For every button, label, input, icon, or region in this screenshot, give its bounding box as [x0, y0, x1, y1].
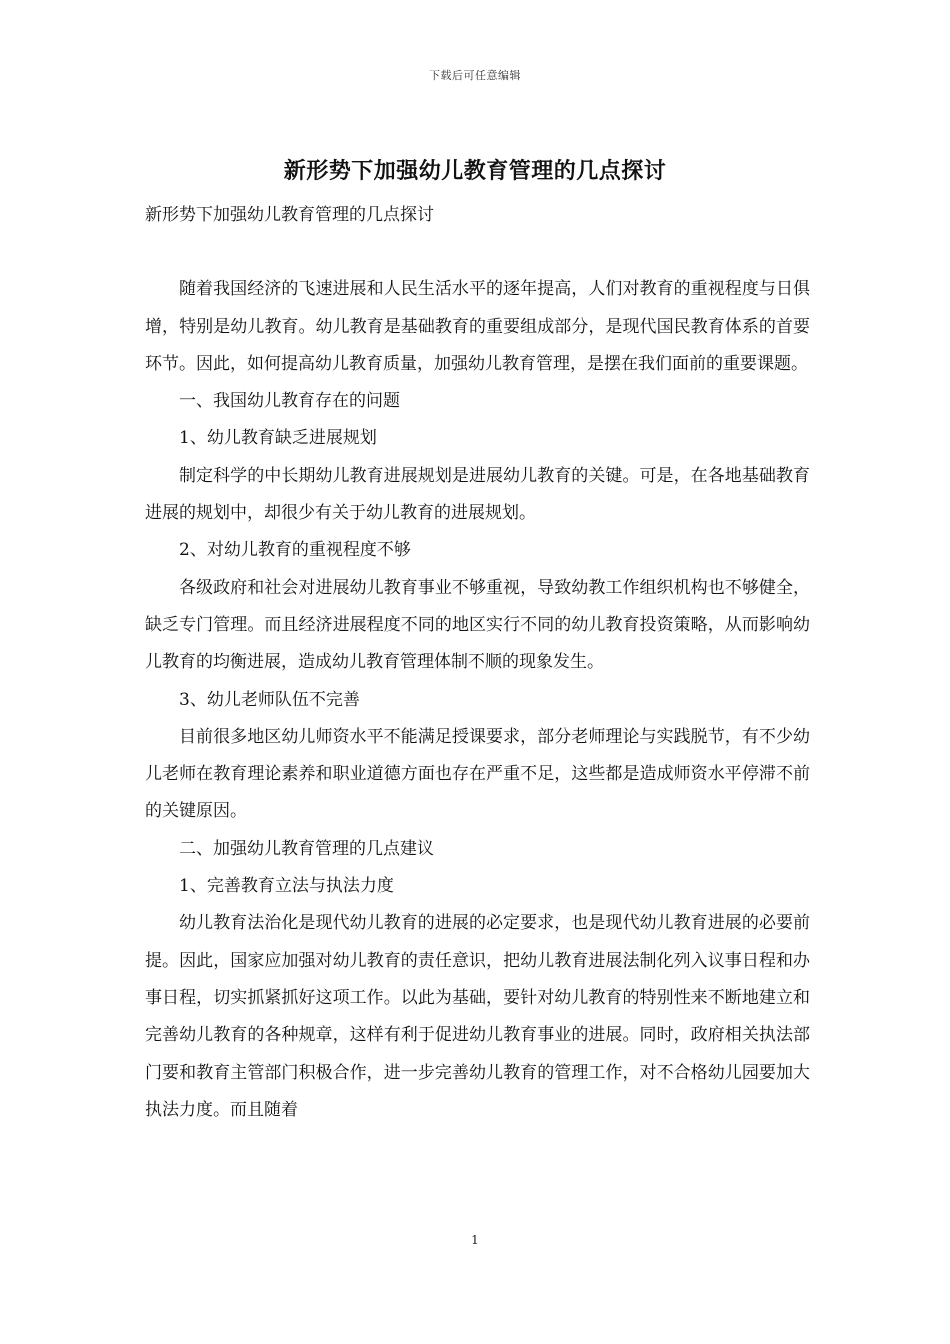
paragraph-planning: 制定科学的中长期幼儿教育进展规划是进展幼儿教育的关键。可是，在各地基础教育进展的规划中，却很少有关于幼儿教育的进展规划。 — [145, 465, 810, 524]
page-number: 1 — [471, 1233, 479, 1247]
document-body — [145, 197, 810, 1129]
subheading-legislation: 1、完善教育立法与执法力度 — [179, 876, 394, 897]
subheading-teacher-team: 3、幼儿老师队伍不完善 — [179, 689, 360, 710]
subheading-insufficient-attention: 2、对幼儿教育的重视程度不够 — [179, 540, 411, 561]
page-header-note: 下载后可任意编辑 — [429, 69, 521, 82]
paragraph-legislation: 幼儿教育法治化是现代幼儿教育的进展的必定要求，也是现代幼儿教育进展的必要前提。因此，国家应加强对幼儿教育的责任意识，把幼儿教育进展法制化列入议事日程和办事日程，切实抓紧抓好这项工作。以此为基础，要针对幼儿教育的特别性来不断地建立和完善幼儿教育的各种规章，这样有利于促进幼儿教育事业的进展。同时，政府相关执法部门要和教育主管部门积极合作，进一步完善幼儿教育的管理工作，对不合格幼儿园要加大执法力度。而且随着 — [145, 913, 810, 1120]
section-heading-problems: 一、我国幼儿教育存在的问题 — [179, 391, 400, 412]
document-title: 新形势下加强幼儿教育管理的几点探讨 — [283, 158, 667, 184]
subheading-lack-of-planning: 1、幼儿教育缺乏进展规划 — [179, 428, 377, 449]
section-heading-suggestions: 二、加强幼儿教育管理的几点建议 — [179, 838, 434, 859]
document-subtitle: 新形势下加强幼儿教育管理的几点探讨 — [145, 205, 434, 225]
paragraph-attention: 各级政府和社会对进展幼儿教育事业不够重视，导致幼教工作组织机构也不够健全，缺乏专门管理。而且经济进展程度不同的地区实行不同的幼儿教育投资策略，从而影响幼儿教育的均衡进展，造成幼儿教育管理体制不顺的现象发生。 — [145, 577, 810, 673]
paragraph-intro: 随着我国经济的飞速进展和人民生活水平的逐年提高，人们对教育的重视程度与日俱增，特别是幼儿教育。幼儿教育是基础教育的重要组成部分，是现代国民教育体系的首要环节。因此，如何提高幼儿教育质量，加强幼儿教育管理，是摆在我们面前的重要课题。 — [145, 279, 810, 374]
paragraph-teachers: 目前很多地区幼儿师资水平不能满足授课要求，部分老师理论与实践脱节，有不少幼儿老师在教育理论素养和职业道德方面也存在严重不足，这些都是造成师资水平停滞不前的关键原因。 — [145, 726, 810, 822]
